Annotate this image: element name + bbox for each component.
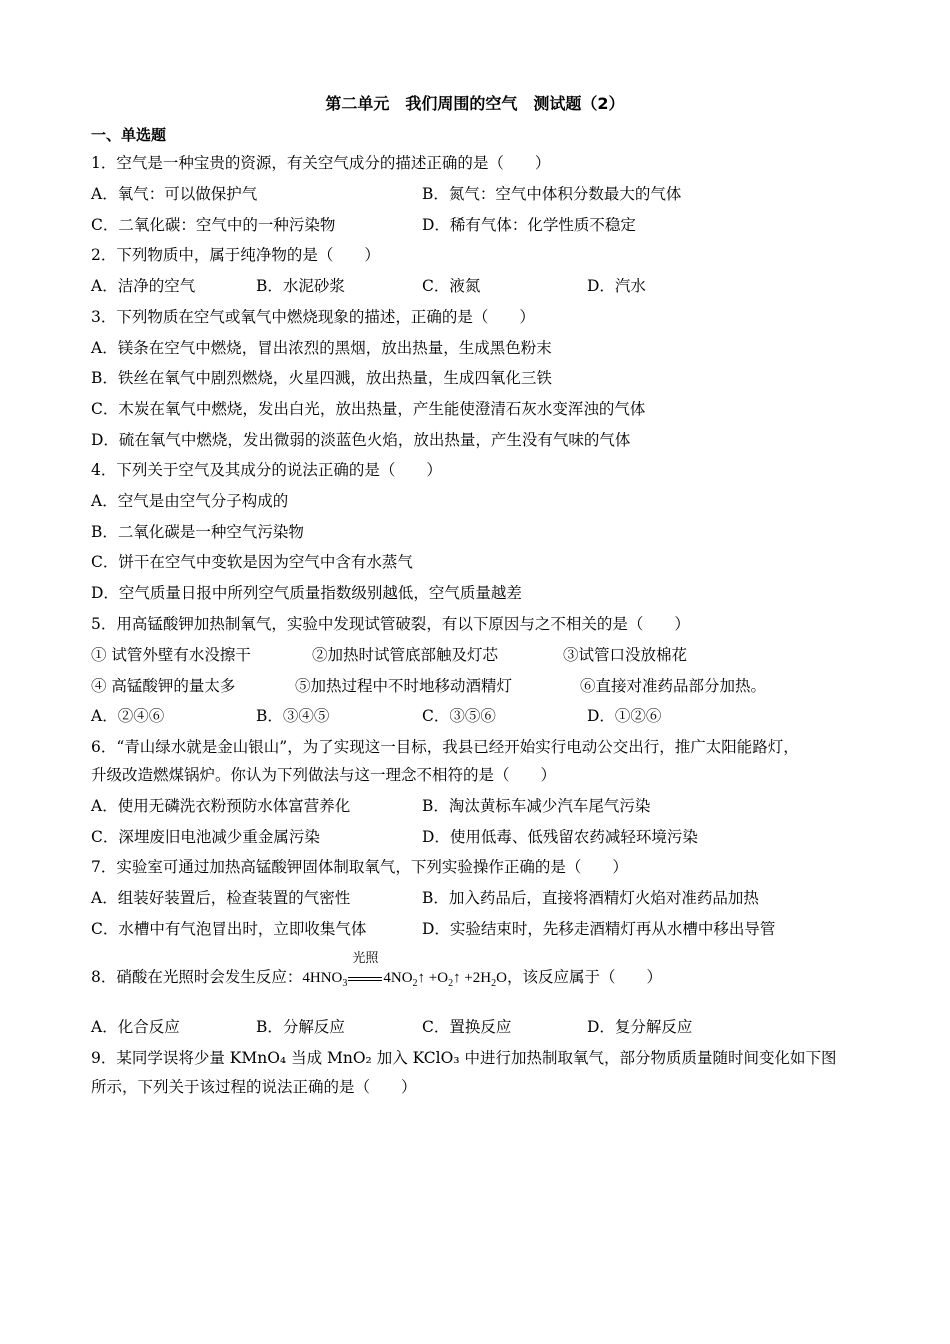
q8-stem-pre: 8．硝酸在光照时会发生反应： (91, 968, 303, 986)
question-2-stem: 2．下列物质中，属于纯净物的是（ ） (91, 246, 380, 264)
q5-option-d: D．①②⑥ (587, 707, 662, 725)
q8-option-b: B．分解反应 (256, 1018, 345, 1036)
eq-lhs-sub: 3 (342, 978, 348, 989)
question-6-stem: 6．“青山绿水就是金山银山”，为了实现这一目标，我县已经开始实行电动公交出行，推广太阳能路灯， (91, 738, 799, 756)
q5-item-4: ④ 高锰酸钾的量太多 (91, 677, 236, 695)
q2-option-c: C．液氮 (422, 277, 481, 295)
question-7-stem: 7．实验室可通过加热高锰酸钾固体制取氧气，下列实验操作正确的是（ ） (91, 858, 628, 876)
eq-p1-sub: 2 (412, 978, 418, 989)
eq-p2: ↑ +O (417, 970, 449, 986)
q1-option-c: C．二氧化碳：空气中的一种污染物 (91, 216, 336, 234)
q2-option-a: A．洁净的空气 (91, 277, 196, 295)
q5-option-b: B．③④⑤ (256, 707, 330, 725)
question-9-stem: 9．某同学误将少量 KMnO₄ 当成 MnO₂ 加入 KClO₃ 中进行加热制取氧气，部分物质质量随时间变化如下图 (91, 1049, 837, 1067)
q1-option-d: D．稀有气体：化学性质不稳定 (422, 216, 636, 234)
reaction-condition (347, 951, 383, 989)
q1-option-b: B．氮气：空气中体积分数最大的气体 (422, 185, 682, 203)
q8-option-d: D．复分解反应 (587, 1018, 693, 1036)
eq-lhs: 4HNO (302, 970, 343, 986)
question-9-stem-cont: 所示，下列关于该过程的说法正确的是（ ） (91, 1078, 417, 1096)
question-4-stem: 4．下列关于空气及其成分的说法正确的是（ ） (91, 461, 442, 479)
q5-item-1: ① 试管外壁有水没擦干 (91, 646, 251, 664)
question-8-stem (91, 951, 662, 995)
eq-p1: 4NO (383, 970, 413, 986)
question-5-stem: 5．用高锰酸钾加热制氧气，实验中发现试管破裂，有以下原因与之不相关的是（ ） (91, 615, 690, 633)
q4-option-a: A．空气是由空气分子构成的 (91, 492, 289, 510)
question-3-stem: 3．下列物质在空气或氧气中燃烧现象的描述，正确的是（ ） (91, 308, 535, 326)
q3-option-c: C．木炭在氧气中燃烧，发出白光，放出热量，产生能使澄清石灰水变浑浊的气体 (91, 400, 646, 418)
q5-option-c: C．③⑤⑥ (422, 707, 496, 725)
q7-option-a: A．组装好装置后，检查装置的气密性 (91, 889, 351, 907)
question-1-stem: 1．空气是一种宝贵的资源，有关空气成分的描述正确的是（ ） (91, 154, 551, 172)
eq-p3-sub: 2 (491, 978, 497, 989)
section-heading: 一、单选题 (91, 126, 167, 144)
question-6-stem-cont: 升级改造燃煤锅炉。你认为下列做法与这一理念不相符的是（ ） (91, 766, 557, 784)
q2-option-b: B．水泥砂浆 (256, 277, 345, 295)
q7-option-d: D．实验结束时，先移走酒精灯再从水槽中移出导管 (422, 920, 776, 938)
q7-option-b: B．加入药品后，直接将酒精灯火焰对准药品加热 (422, 889, 759, 907)
condition-label: 光照 (352, 951, 379, 966)
q6-option-d: D．使用低毒、低残留农药减轻环境污染 (422, 828, 698, 846)
q8-option-a: A．化合反应 (91, 1018, 180, 1036)
q3-option-b: B．铁丝在氧气中剧烈燃烧，火星四溅，放出热量，生成四氧化三铁 (91, 369, 552, 387)
q8-option-c: C．置换反应 (422, 1018, 512, 1036)
q3-option-d: D．硫在氧气中燃烧，发出微弱的淡蓝色火焰，放出热量，产生没有气味的气体 (91, 431, 631, 449)
eq-p2-sub: 2 (448, 978, 454, 989)
chemical-equation (302, 951, 507, 995)
q3-option-a: A．镁条在空气中燃烧，冒出浓烈的黑烟，放出热量，生成黑色粉末 (91, 339, 552, 357)
q2-option-d: D．汽水 (587, 277, 646, 295)
q7-option-c: C．水槽中有气泡冒出时，立即收集气体 (91, 920, 367, 938)
q4-option-d: D．空气质量日报中所列空气质量指数级别越低，空气质量越差 (91, 584, 522, 602)
condition-bar (348, 977, 382, 981)
q4-option-c: C．饼干在空气中变软是因为空气中含有水蒸气 (91, 553, 413, 571)
q6-option-a: A．使用无磷洗衣粉预防水体富营养化 (91, 797, 351, 815)
eq-p4: O (496, 970, 507, 986)
q1-option-a: A．氧气：可以做保护气 (91, 185, 258, 203)
q5-item-2: ②加热时试管底部触及灯芯 (312, 646, 499, 664)
q6-option-c: C．深埋废旧电池减少重金属污染 (91, 828, 320, 846)
q8-stem-post: ，该反应属于（ ） (506, 968, 662, 986)
q5-item-5: ⑤加热过程中不时地移动酒精灯 (295, 677, 513, 695)
q6-option-b: B．淘汰黄标车减少汽车尾气污染 (422, 797, 651, 815)
q5-item-3: ③试管口没放棉花 (563, 646, 688, 664)
q4-option-b: B．二氧化碳是一种空气污染物 (91, 523, 304, 541)
q5-option-a: A．②④⑥ (91, 707, 165, 725)
eq-p3: ↑ +2H (453, 970, 492, 986)
page-title: 第二单元 我们周围的空气 测试题（2） (325, 94, 625, 113)
q5-item-6: ⑥直接对准药品部分加热。 (580, 677, 767, 695)
